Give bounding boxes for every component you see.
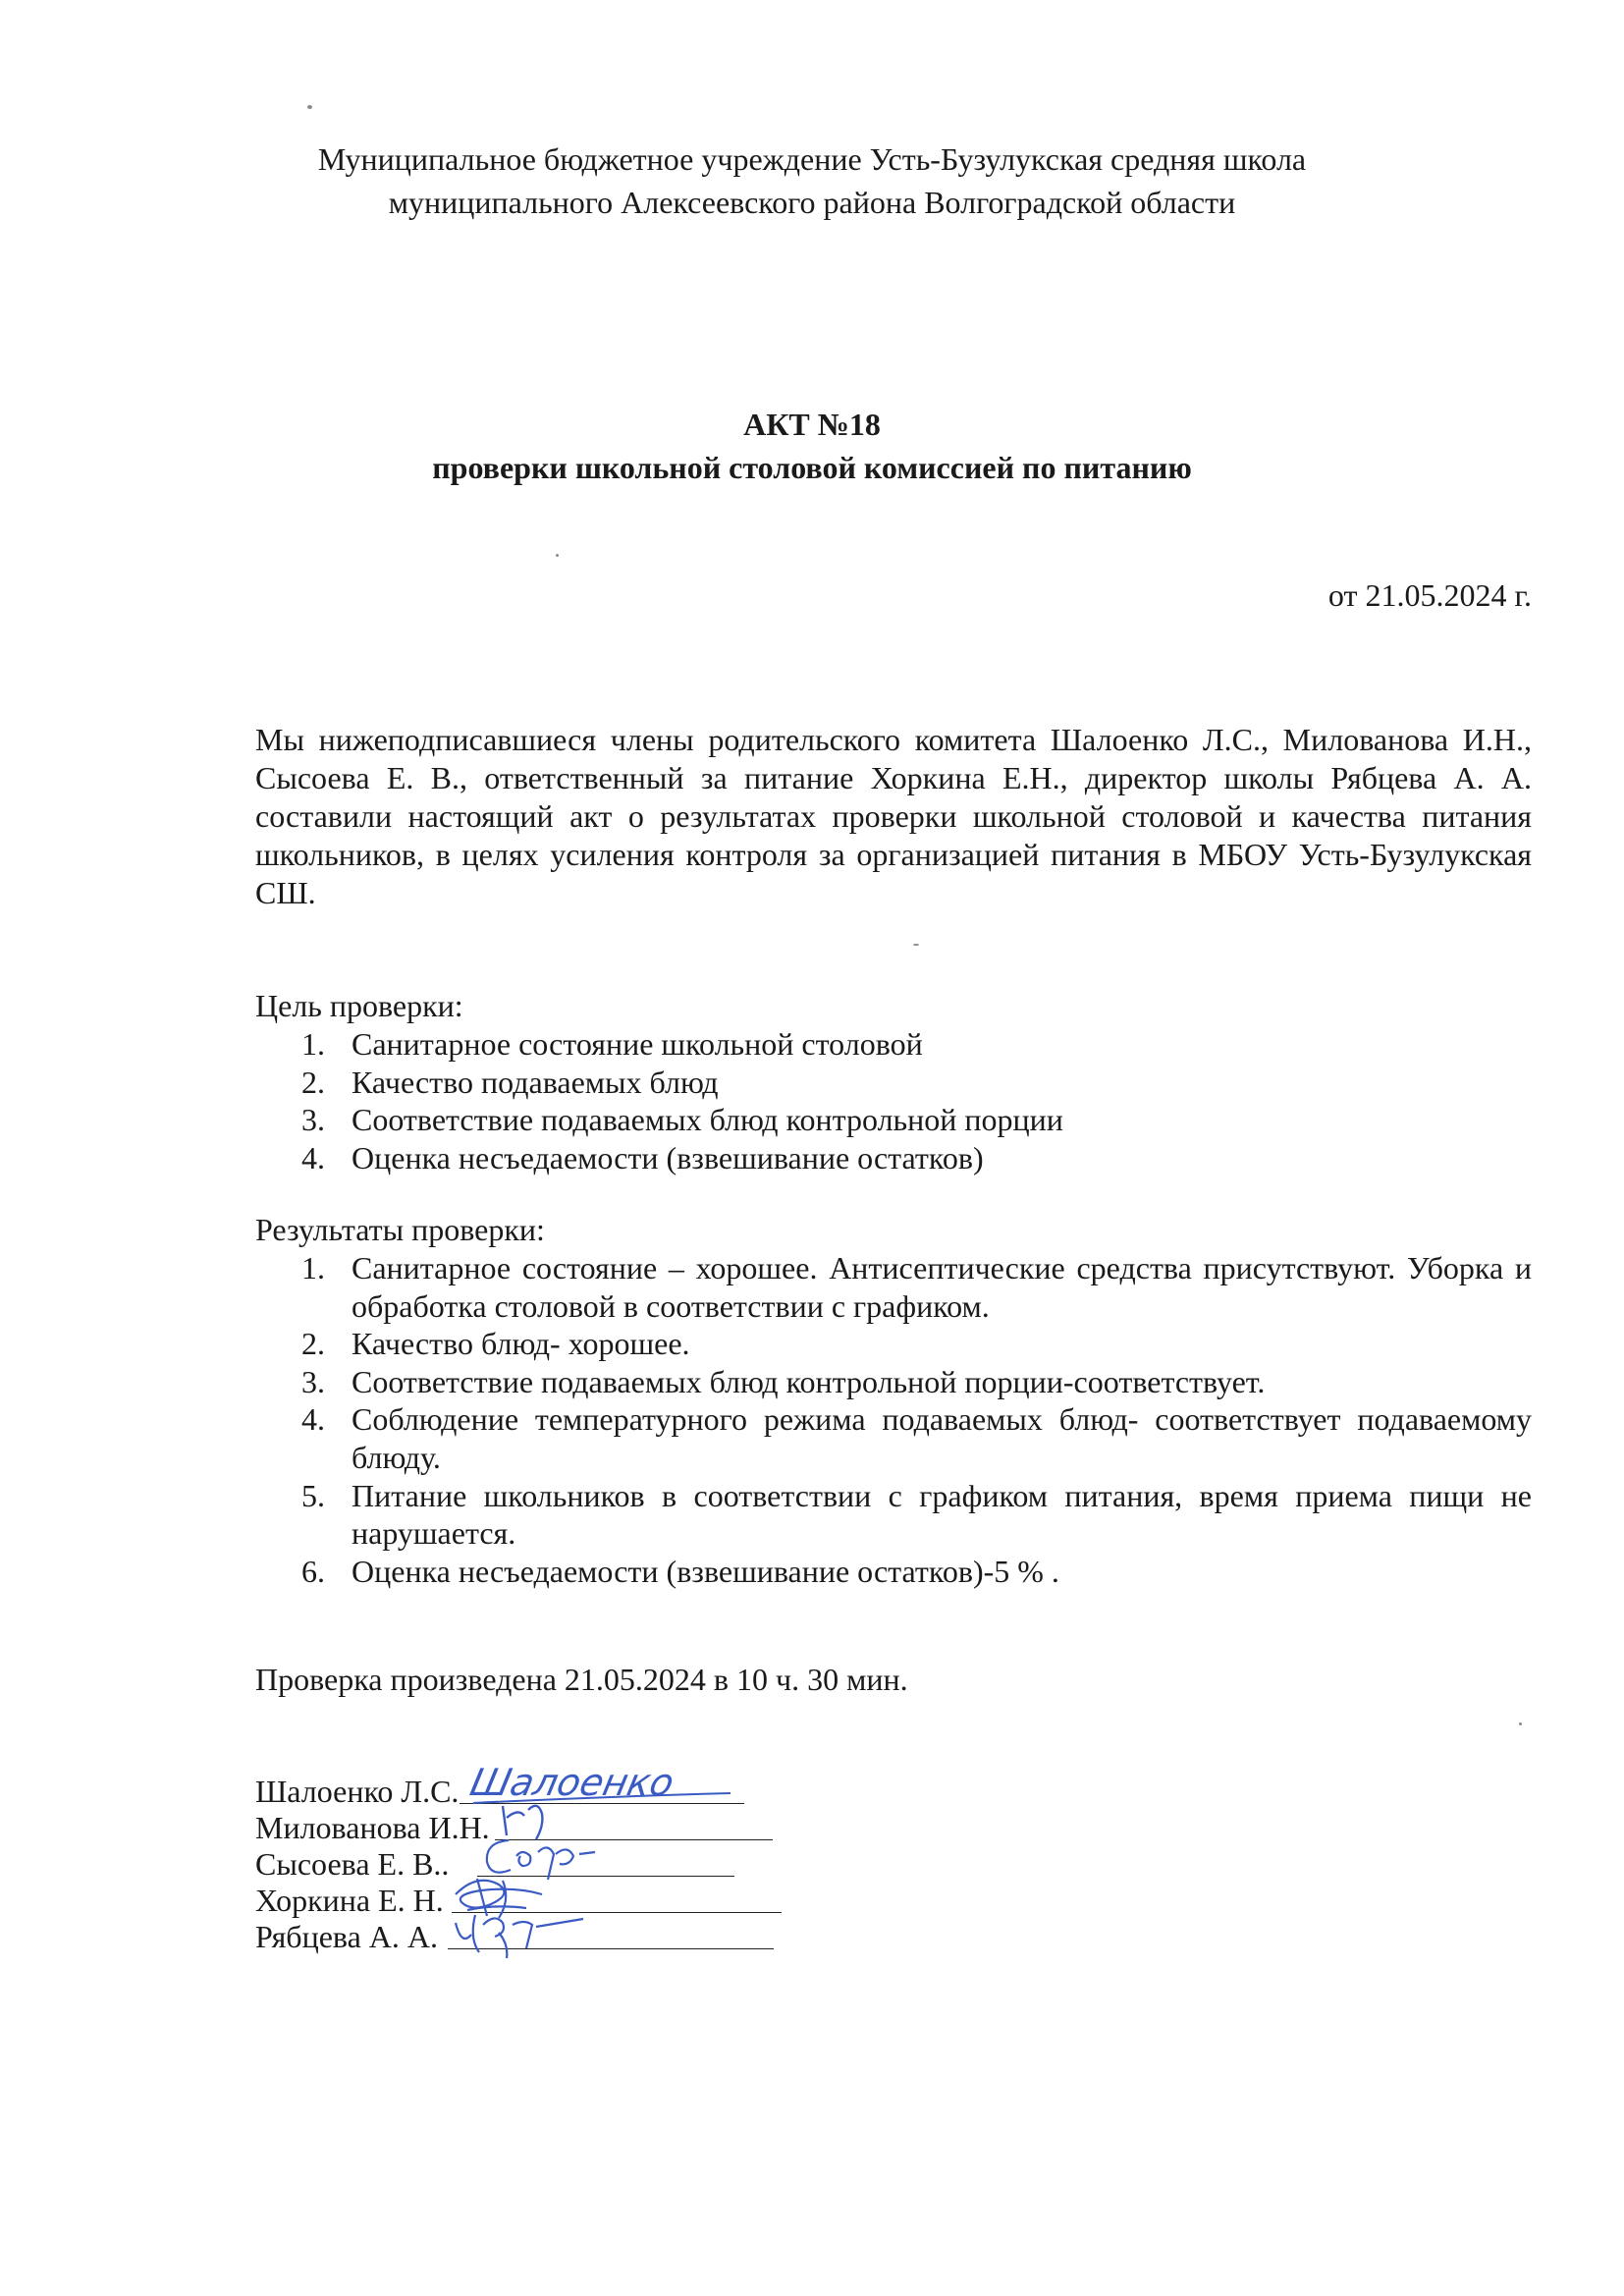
results-item-text: Соблюдение температурного режима подаваемых блюд- соответствует подаваемому блюду. (352, 1401, 1532, 1475)
signature-row (255, 1761, 678, 1810)
results-item-number: 4. (301, 1401, 325, 1438)
goals-item-number: 1. (301, 1026, 325, 1062)
goals-item-text: Санитарное состояние школьной столовой (352, 1026, 923, 1062)
goals-item (255, 1025, 1532, 1064)
goals-item-text: Соответствие подаваемых блюд контрольной порции (352, 1102, 1063, 1138)
goals-item (255, 1101, 1532, 1139)
signature-block (255, 1761, 678, 1955)
signature-row (255, 1919, 490, 1955)
results-item-number: 1. (301, 1250, 325, 1285)
check-time-line: Проверка произведена 21.05.2024 в 10 ч. 30 мин. (255, 1662, 908, 1697)
goals-item (255, 1139, 1532, 1177)
intro-paragraph: Мы нижеподписавшиеся члены родительского комитета Шалоенко Л.С., Милованова И.Н., Сысоева Е. В., ответственный за питание Хоркина Е.Н., директор школы Рябцева А. А. составили настоящий акт о результатах проверки школьной столовой и качества питания школьников, в целях усиления контроля за организацией питания в МБОУ Усть-Бузулукская СШ. (255, 722, 1532, 910)
results-list (255, 1249, 1532, 1590)
organization-line-2: муниципального Алексеевского района Волгоградской области (388, 185, 1236, 220)
results-item (255, 1325, 1532, 1363)
document-date: от 21.05.2024 г. (1327, 577, 1532, 613)
goals-list (255, 1025, 1532, 1176)
results-section (255, 1210, 1532, 1590)
signatory-name: Милованова И.Н. (255, 1810, 490, 1845)
goals-item-text: Качество подаваемых блюд (352, 1064, 719, 1100)
results-item-number: 3. (301, 1363, 325, 1399)
goals-item-number: 2. (301, 1064, 325, 1100)
results-item (255, 1553, 1532, 1591)
results-heading: Результаты проверки: (255, 1212, 545, 1247)
results-item-number: 2. (301, 1326, 325, 1362)
results-item (255, 1400, 1532, 1476)
results-item (255, 1477, 1532, 1553)
handwritten-signature (450, 1903, 597, 1970)
scan-speck (556, 554, 559, 557)
signatory-name: Рябцева А. А. (255, 1919, 439, 1954)
goals-item-text: Оценка несъедаемости (взвешивание остатков) (352, 1139, 984, 1175)
results-item-text: Санитарное состояние – хорошее. Антисептические средства присутствуют. Уборка и обработка столовой в соответствии с графиком. (352, 1250, 1532, 1324)
act-subject: проверки школьной столовой комиссией по питанию (432, 450, 1192, 485)
signature-row (255, 1810, 490, 1846)
signatory-name: Хоркина Е. Н. (255, 1883, 444, 1918)
goals-heading: Цель проверки: (255, 988, 463, 1023)
scan-speck (913, 944, 919, 946)
goals-item-number: 4. (301, 1139, 325, 1175)
signatory-name: Шалоенко Л.С. (255, 1774, 460, 1809)
goals-item-number: 3. (301, 1102, 325, 1138)
scan-speck (1519, 1722, 1522, 1725)
act-number: АКТ №18 (743, 407, 881, 442)
results-item-text: Качество блюд- хорошее. (352, 1326, 690, 1362)
document-title (0, 403, 1624, 489)
goals-item (255, 1064, 1532, 1102)
scan-speck (307, 105, 312, 109)
results-item-number: 5. (301, 1477, 325, 1513)
results-item-text: Питание школьников в соответствии с графиком питания, время приема пищи не нарушается. (352, 1477, 1532, 1552)
organization-line-1: Муниципальное бюджетное учреждение Усть-Бузулукская средняя школа (317, 141, 1307, 177)
results-item (255, 1249, 1532, 1325)
results-item-text: Соответствие подаваемых блюд контрольной порции-соответствует. (352, 1363, 1266, 1399)
results-item (255, 1363, 1532, 1401)
signatory-name: Сысоева Е. В.. (255, 1846, 450, 1882)
signature-handwriting: Шалоенко (465, 1761, 678, 1805)
results-item-text: Оценка несъедаемости (взвешивание остатков)-5 % . (352, 1553, 1059, 1589)
goals-section (255, 986, 1532, 1176)
organization-header (0, 137, 1624, 224)
results-item-number: 6. (301, 1553, 325, 1589)
